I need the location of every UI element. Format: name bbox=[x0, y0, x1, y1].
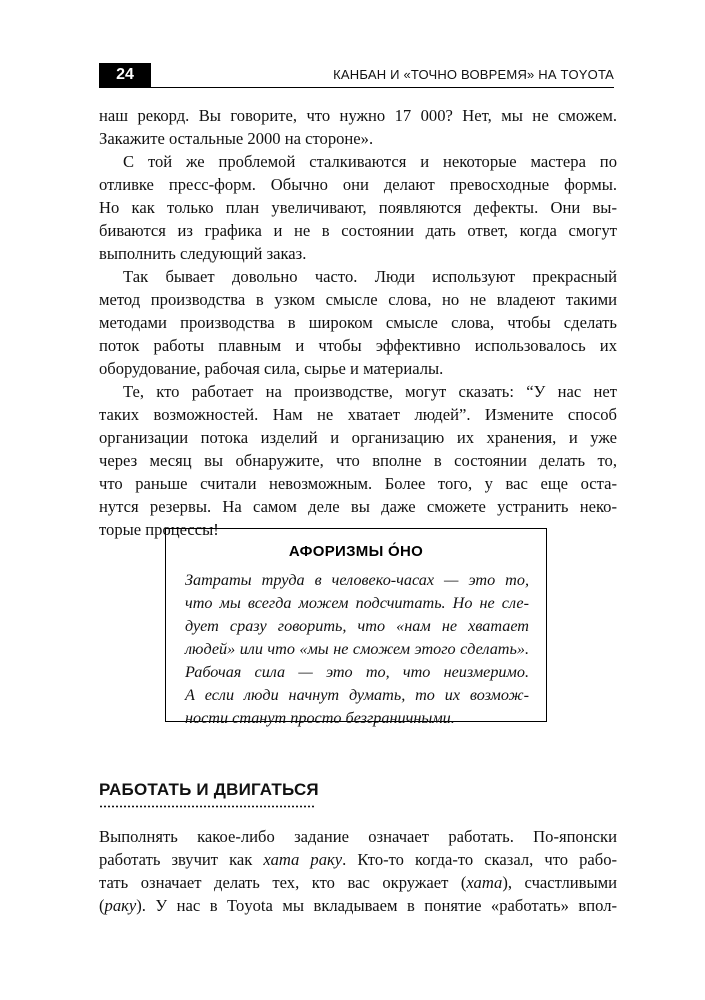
text-line: нутся резервы. На самом деле вы даже сможете устранить неко- bbox=[99, 497, 617, 516]
text-line: Выполнять какое-либо задание означает работать. По-японски bbox=[99, 827, 617, 846]
page-number: 24 bbox=[99, 63, 151, 87]
section-text bbox=[99, 825, 617, 917]
aphorism-line: людей» или что «мы не сможем этого сделать». bbox=[185, 640, 529, 658]
text-line: через месяц вы обнаружите, что вполне в состоянии делать то, bbox=[99, 451, 617, 470]
text-line: методами производства в широком смысле слова, чтобы сделать bbox=[99, 313, 617, 332]
italic-term: раку bbox=[104, 896, 137, 915]
text-run: ( bbox=[99, 896, 105, 915]
aphorism-line: ности станут просто безграничными. bbox=[185, 709, 455, 727]
text-line: организации потока изделий и организацию их хранения, и уже bbox=[99, 428, 617, 447]
section-paragraph bbox=[99, 825, 617, 917]
text-line: Но как только план увеличивают, появляются дефекты. Они вы- bbox=[99, 198, 617, 217]
text-line: что раньше считали невозможным. Более того, у вас еще оста- bbox=[99, 474, 617, 493]
italic-term: хата раку bbox=[263, 850, 343, 869]
text-line: оборудование, рабочая сила, сырье и материалы. bbox=[99, 359, 444, 378]
text-run: работать звучит как bbox=[99, 850, 264, 869]
aphorism-box bbox=[165, 528, 547, 727]
text-run: тать означает делать тех, кто вас окружает ( bbox=[99, 873, 467, 892]
section-dotted-rule bbox=[99, 805, 315, 808]
paragraph-2 bbox=[99, 150, 617, 265]
header-rule bbox=[99, 87, 614, 88]
text-line: метод производства в узком смысле слова, но не владеют такими bbox=[99, 290, 617, 309]
text-line: С той же проблемой сталкиваются и некоторые мастера по bbox=[123, 152, 617, 171]
italic-term: хата bbox=[466, 873, 503, 892]
aphorism-line: дует сразу говорить, что «нам не хватает bbox=[185, 617, 529, 635]
running-title: КАНБАН И «ТОЧНО ВОВРЕМЯ» НА TOYOTA bbox=[333, 67, 614, 82]
main-text bbox=[99, 104, 617, 541]
aphorism-line: А если люди начнут думать, то их возмож- bbox=[185, 686, 529, 704]
text-line: торые процессы! bbox=[99, 520, 219, 539]
text-line: поток работы плавным и чтобы эффективно использовалось их bbox=[99, 336, 617, 355]
text-line: биваются из графика и не в состоянии дать ответ, когда смогут bbox=[99, 221, 617, 240]
text-line: Те, кто работает на производстве, могут сказать: “У нас нет bbox=[123, 382, 617, 401]
text-run: . Кто-то когда-то сказал, что рабо- bbox=[342, 850, 618, 869]
text-line bbox=[99, 894, 617, 917]
text-line: отливке пресс-форм. Обычно они делают превосходные формы. bbox=[99, 175, 617, 194]
aphorism-title: АФОРИЗМЫ О́НО bbox=[288, 543, 424, 560]
text-line: таких возможностей. Нам не хватает людей”. Измените способ bbox=[99, 405, 617, 424]
aphorism-line: Рабочая сила — это то, что неизмеримо. bbox=[185, 663, 529, 681]
text-run: ), счастливыми bbox=[502, 873, 618, 892]
aphorism-line: Затраты труда в человеко-часах — это то, bbox=[185, 571, 529, 589]
paragraph-3 bbox=[99, 265, 617, 380]
paragraph-4 bbox=[99, 380, 617, 541]
text-line bbox=[99, 848, 617, 871]
paragraph-1 bbox=[99, 104, 617, 150]
text-line: наш рекорд. Вы говорите, что нужно 17 000? Нет, мы не сможем. bbox=[99, 106, 617, 125]
text-line: Закажите остальные 2000 на стороне». bbox=[99, 129, 374, 148]
page-header bbox=[99, 63, 614, 89]
text-line: Так бывает довольно часто. Люди используют прекрасный bbox=[123, 267, 617, 286]
aphorism-line: что мы всегда можем подсчитать. Но не сле- bbox=[185, 594, 529, 612]
section-heading: РАБОТАТЬ И ДВИГАТЬСЯ bbox=[99, 780, 319, 799]
text-line bbox=[99, 871, 617, 894]
text-run: ). У нас в Toyota мы вкладываем в понятие «работать» впол- bbox=[136, 896, 617, 915]
text-line: выполнить следующий заказ. bbox=[99, 244, 307, 263]
aphorism-text bbox=[185, 569, 529, 730]
